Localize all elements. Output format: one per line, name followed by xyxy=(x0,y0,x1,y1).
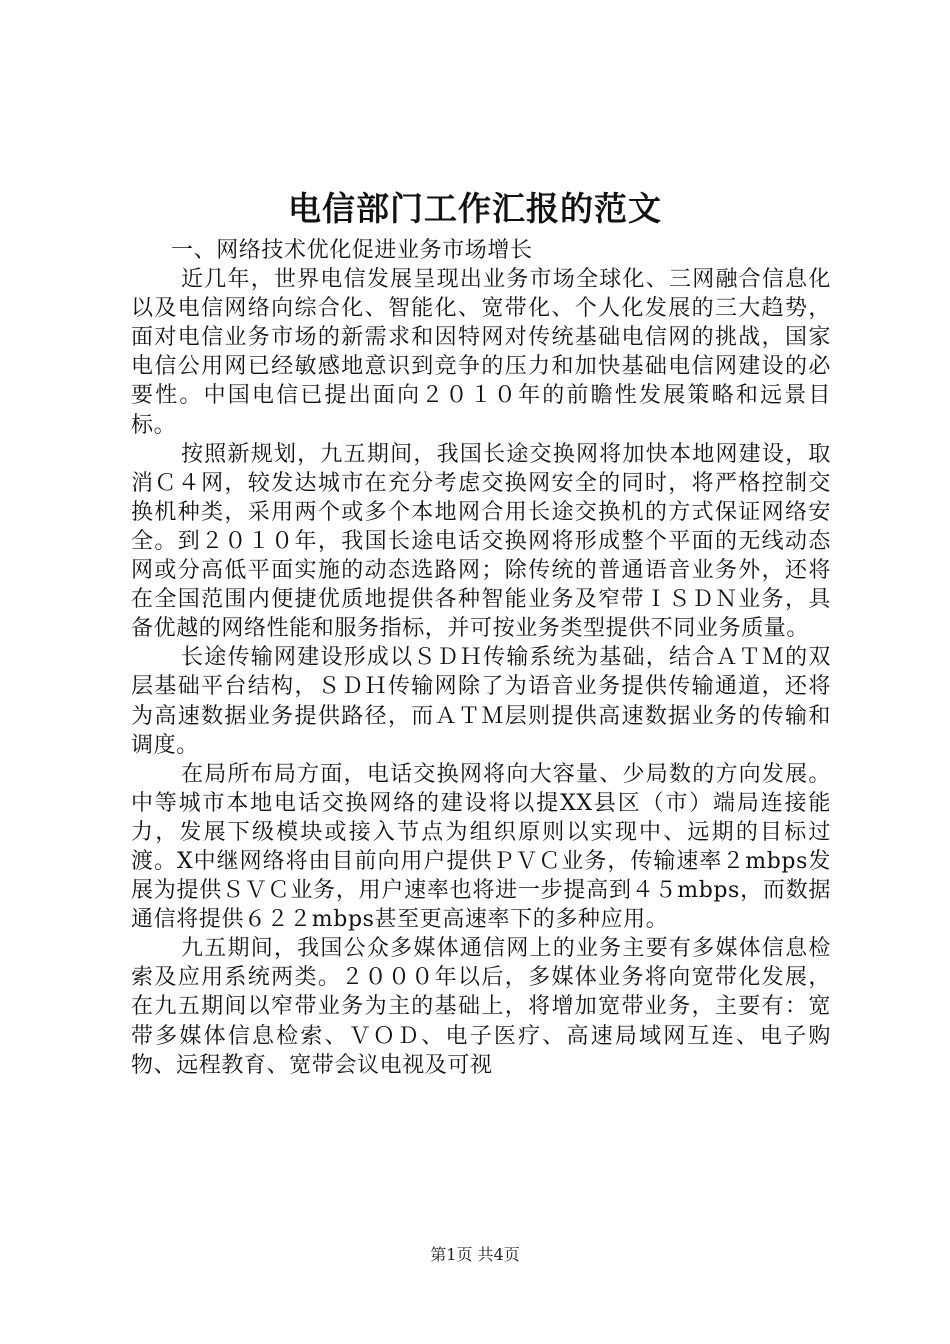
document-title: 电信部门工作汇报的范文 xyxy=(288,189,662,228)
paragraph: 近几年，世界电信发展呈现出业务市场全球化、三网融合信息化以及电信网络向综合化、智能化、宽带化、个人化发展的三大趋势，面对电信业务市场的新需求和因特网对传统基础电信网的挑战，国家电信公用网已经敏感地意识到竞争的压力和加快基础电信网建设的必要性。中国电信已提出面向２０１０年的前瞻性发展策略和远景目标。 xyxy=(131,267,831,438)
section-heading: 一、网络技术优化促进业务市场增长 xyxy=(171,238,533,263)
paragraph: 九五期间，我国公众多媒体通信网上的业务主要有多媒体信息检索及应用系统两类。２０００年以后，多媒体业务将向宽带化发展，在九五期间以窄带业务为主的基础上，将增加宽带业务，主要有：宽带多媒体信息检索、ＶＯＤ、电子医疗、高速局域网互连、电子购物、远程教育、宽带会议电视及可视 xyxy=(131,936,831,1078)
document-body xyxy=(131,236,831,1080)
page-footer: 第1页 共4页 xyxy=(430,1245,520,1264)
paragraph: 按照新规划，九五期间，我国长途交换网将加快本地网建设，取消Ｃ４网，较发达城市在充分考虑交换网安全的同时，将严格控制交换机种类，采用两个或多个本地网合用长途交换机的方式保证网络安全。到２０１０年，我国长途电话交换网将形成整个平面的无线动态网或分高低平面实施的动态选路网；除传统的普通语音业务外，还将在全国范围内便捷优质地提供各种智能业务及窄带ＩＳＤＮ业务，具备优越的网络性能和服务指标，并可按业务类型提供不同业务质量。 xyxy=(131,441,831,642)
paragraph: 在局所布局方面，电话交换网将向大容量、少局数的方向发展。中等城市本地电话交换网络的建设将以提XX县区（市）端局连接能力，发展下级模块或接入节点为组织原则以实现中、远期的目标过渡。X中继网络将由目前向用户提供ＰＶＣ业务，传输速率２mbps发展为提供ＳＶＣ业务，用户速率也将进一步提高到４５mbps，而数据通信将提供６２２mbps甚至更高速率下的多种应用。 xyxy=(131,761,831,933)
paragraph: 长途传输网建设形成以ＳＤＨ传输系统为基础，结合ＡＴＭ的双层基础平台结构，ＳＤＨ传输网除了为语音业务提供传输通道，还将为高速数据业务提供路径，而ＡＴＭ层则提供高速数据业务的传输和调度。 xyxy=(131,645,831,758)
